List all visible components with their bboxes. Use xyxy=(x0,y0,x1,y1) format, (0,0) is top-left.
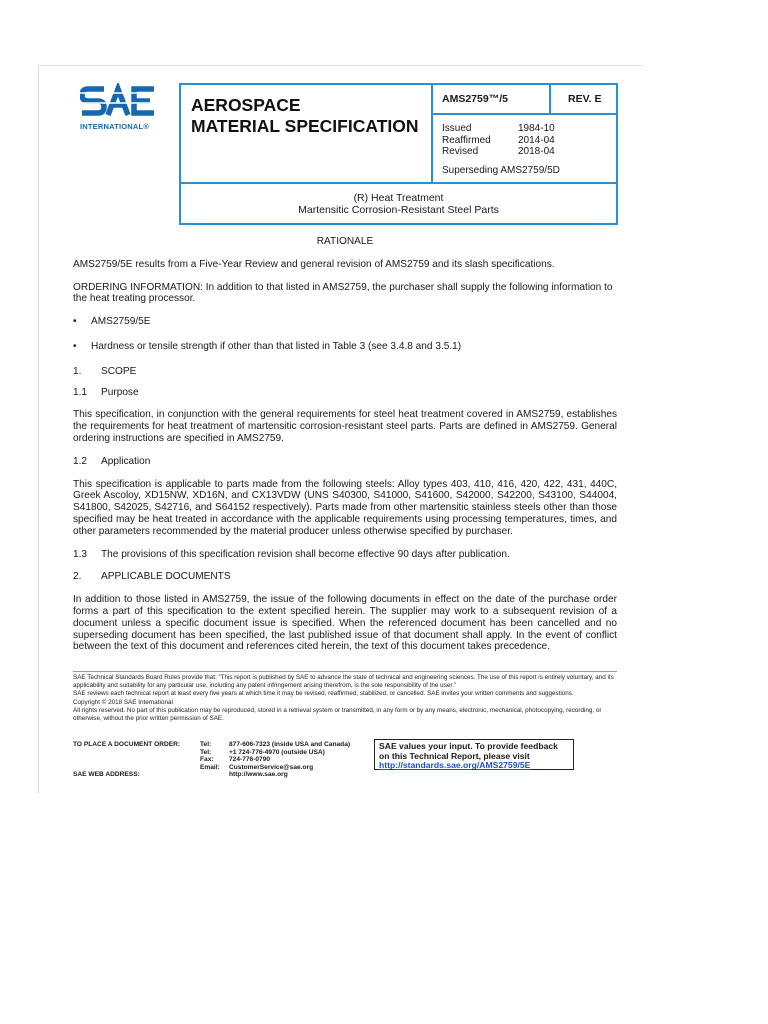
order-row xyxy=(73,741,350,749)
section-number: 2. xyxy=(73,571,82,583)
date-row-reaffirmed xyxy=(442,135,555,147)
bullet-glyph: • xyxy=(73,340,77,352)
tel-value: 877-606-7323 (inside USA and Canada) xyxy=(229,741,351,748)
superseding-note: Superseding AMS2759/5D xyxy=(442,165,560,176)
bullet-glyph: • xyxy=(73,316,77,328)
section-number: 1.1 xyxy=(73,386,88,398)
date-value: 1984-10 xyxy=(518,123,555,134)
section-number: 1.2 xyxy=(73,455,88,467)
footer-copyright: Copyright © 2018 SAE International xyxy=(73,698,173,706)
date-label: Revised xyxy=(442,146,479,157)
list-item-text: Hardness or tensile strength if other than that listed in Table 3 (see 3.4.8 and 3.5.1) xyxy=(91,340,462,352)
date-label: Reaffirmed xyxy=(442,134,491,146)
tel-value: +1 724-776-4970 (outside USA) xyxy=(229,748,325,756)
order-row xyxy=(73,764,350,772)
web-link[interactable]: http://www.sae.org xyxy=(229,771,288,779)
footer-notice xyxy=(73,674,621,724)
section-title: SCOPE xyxy=(101,365,137,377)
list-item-text: AMS2759/5E xyxy=(91,316,151,328)
tel-label: Tel: xyxy=(200,741,212,748)
tel-label: Tel: xyxy=(200,748,212,756)
feedback-box xyxy=(374,739,574,770)
order-row xyxy=(73,749,350,757)
spec-subtitle-line1: (R) Heat Treatment xyxy=(353,192,444,204)
date-value: 2014-04 xyxy=(518,134,555,146)
feedback-line1: SAE values your input. To provide feedback xyxy=(379,741,558,751)
date-label: Issued xyxy=(442,123,472,134)
spec-subtitle xyxy=(181,182,616,223)
feedback-link[interactable]: http://standards.sae.org/AMS2759/5E xyxy=(379,760,531,770)
section-2-text: In addition to those listed in AMS2759, the issue of the following documents in effect on the date of the purchase order forms a part of this specification to the extent specified herein. The supplier may work to a subsequent revision of a document unless a specific document issue is specified. When the referenced document has been cancelled and no superseding document has been specified, the last published issue of that document shall apply. In the event of conflict between the text of this document and references cited herein, the text of this document takes precedence. xyxy=(73,594,617,653)
email-link[interactable]: CustomerService@sae.org xyxy=(229,763,314,771)
section-1-heading xyxy=(73,366,617,378)
section-title: Application xyxy=(101,455,151,467)
section-1-3 xyxy=(73,549,617,561)
section-1-1-heading xyxy=(73,387,617,399)
sae-logo-mark xyxy=(80,83,160,123)
section-title: APPLICABLE DOCUMENTS xyxy=(101,571,231,583)
fax-value: 724-776-0790 xyxy=(229,756,271,764)
feedback-line2: on this Technical Report, please visit xyxy=(379,750,530,761)
footer-rules: SAE Technical Standards Board Rules provide that: “This report is published by SAE to advance the state of technical and engineering sciences. The use of this report is entirely voluntary, and its applicability and suitability for any particular use, including any patent infringement arising therefrom, is the sole responsibility of the user.” xyxy=(73,674,614,689)
list-item xyxy=(73,341,617,353)
date-row-revised xyxy=(442,146,555,158)
fax-label: Fax: xyxy=(200,756,214,764)
logo-subtitle: INTERNATIONAL® xyxy=(80,122,150,131)
email-label: Email: xyxy=(200,763,220,771)
rationale-text: AMS2759/5E results from a Five-Year Review and general revision of AMS2759 and its slash specifications. xyxy=(73,258,555,270)
spec-title-cell xyxy=(181,85,433,182)
section-number: 1. xyxy=(73,365,82,377)
web-label: SAE WEB ADDRESS: xyxy=(73,771,140,779)
section-1-2-text: This specification is applicable to parts made from the following steels: Alloy types 403, 410, 416, 420, 422, 431, 440C, Greek Ascoloy, XD15NW, XD16N, and CX13VDW (UNS S40300, S41000, S41600, S42000, S42200, S43100, S44004, S41800, S42025, S42716, and S64152 respectively). Parts made from other martensitic stainless steels other than those specified may be heat treated in accordance with the applicable requirements using processing temperatures, times, and other parameters recommended by the material producer unless otherwise specified by purchaser. xyxy=(73,478,617,537)
doc-number: AMS2759™/5 xyxy=(433,85,551,115)
order-row xyxy=(73,771,350,779)
page-edge-top xyxy=(38,65,644,66)
page-edge-left xyxy=(38,65,39,793)
date-row-issued xyxy=(442,123,555,135)
spec-subtitle-line2: Martensitic Corrosion-Resistant Steel Parts xyxy=(298,204,499,216)
order-info xyxy=(73,741,350,779)
spec-header-box xyxy=(179,83,618,225)
section-number: 1.3 xyxy=(73,548,88,560)
order-row xyxy=(73,756,350,764)
section-1-3-text: The provisions of this specification revision shall become effective 90 days after publication. xyxy=(101,548,510,560)
spec-meta-cell xyxy=(433,85,616,182)
date-list xyxy=(442,123,555,158)
spec-title xyxy=(191,95,419,137)
section-1-1-text: This specification, in conjunction with the general requirements for steel heat treatment covered in AMS2759, establishes the requirements for heat treatment of martensitic corrosion-resistant steel parts. Parts are defined in AMS2759. General ordering instructions are specified in AMS2759. xyxy=(73,409,617,444)
list-item xyxy=(73,316,617,328)
rationale-heading: RATIONALE xyxy=(316,236,374,247)
spec-title-line1: AEROSPACE xyxy=(191,95,301,115)
spec-title-line2: MATERIAL SPECIFICATION xyxy=(191,116,419,136)
ordering-info: ORDERING INFORMATION: In addition to that listed in AMS2759, the purchaser shall supply the following information to the heat treating processor. xyxy=(73,281,613,305)
section-2-heading xyxy=(73,571,617,583)
footer-rights: All rights reserved. No part of this publication may be reproduced, stored in a retrieval system or transmitted, in any form or by any means, electronic, mechanical, photocopying, recording, or otherwise, without the prior written permission of SAE. xyxy=(73,707,602,722)
order-label: TO PLACE A DOCUMENT ORDER: xyxy=(73,741,181,748)
date-value: 2018-04 xyxy=(518,146,555,157)
section-title: Purpose xyxy=(101,386,139,398)
document-body xyxy=(73,236,617,653)
revision-label: REV. E xyxy=(551,85,616,115)
footer-review: SAE reviews each technical report at least every five years at which time it may be revised, reaffirmed, stabilized, or cancelled. SAE invites your written comments and suggestions. xyxy=(73,690,574,698)
section-1-2-heading xyxy=(73,456,617,468)
footer-divider xyxy=(73,671,617,672)
